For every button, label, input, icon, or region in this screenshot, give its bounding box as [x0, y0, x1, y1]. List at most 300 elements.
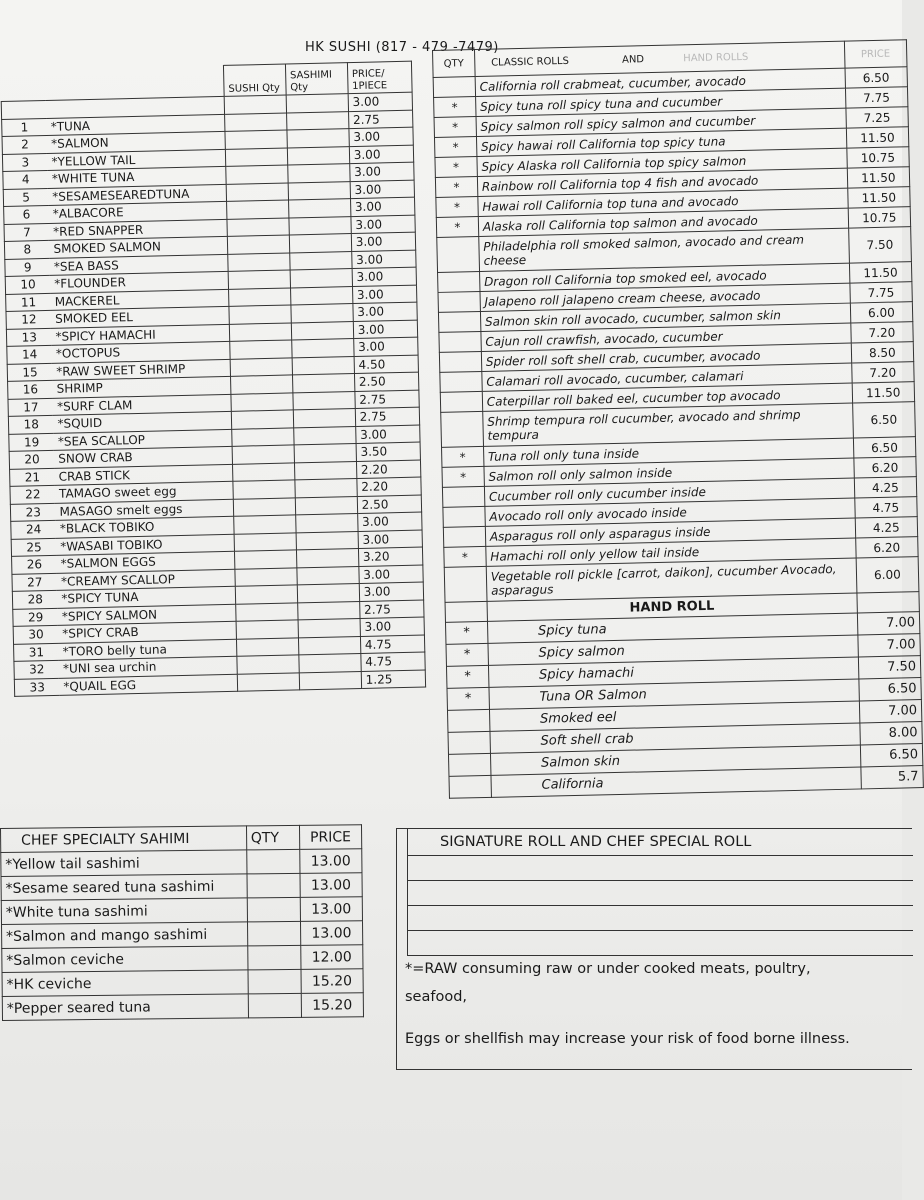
roll-description: Vegetable roll pickle [carrot, daikon], cucumber Avocado, asparagus: [486, 558, 857, 601]
sushi-qty-cell[interactable]: [225, 148, 287, 167]
sushi-item-price: 3.00: [352, 267, 417, 286]
roll-qty-cell[interactable]: [437, 236, 480, 272]
roll-price: 7.20: [851, 362, 914, 383]
roll-description: Spicy salmon roll spicy salmon and cucumber: [476, 108, 846, 136]
sushi-item-number: 20: [9, 450, 54, 469]
roll-description: Spicy hawai roll California top spicy tuna: [476, 128, 846, 156]
and-header: AND: [621, 53, 645, 66]
hand-roll-price: 6.50: [859, 678, 922, 701]
sushi-qty-cell[interactable]: [232, 445, 294, 464]
roll-description: Hamachi roll only yellow tail inside: [486, 538, 856, 566]
sushi-item-name: SMOKED SALMON: [49, 236, 227, 258]
sushi-qty-cell[interactable]: [231, 392, 293, 411]
sashimi-qty-cell[interactable]: [296, 548, 358, 567]
chef-specialty-name: *Yellow tail sashimi: [1, 850, 247, 877]
sushi-qty-cell[interactable]: [231, 375, 293, 394]
sushi-item-number: 10: [5, 275, 50, 294]
sushi-qty-cell[interactable]: [234, 515, 296, 534]
chef-qty-cell[interactable]: [248, 993, 301, 1018]
roll-qty-cell[interactable]: *: [435, 177, 477, 198]
sushi-item-price: 3.00: [349, 145, 414, 164]
sushi-item-number: 7: [4, 223, 49, 242]
sushi-item-price: 2.50: [354, 372, 419, 391]
chef-specialty-table: [0, 824, 364, 1021]
sushi-qty-cell[interactable]: [233, 497, 295, 516]
sushi-item-number: 6: [4, 205, 49, 224]
sushi-item-price: 3.00: [351, 215, 416, 234]
hand-roll-name: Smoked eel: [489, 701, 859, 731]
roll-qty-cell[interactable]: [439, 351, 481, 372]
header-price: 3.00: [348, 92, 413, 111]
sashimi-qty-cell[interactable]: [298, 636, 360, 655]
sushi-item-price: 3.00: [349, 127, 414, 146]
sashimi-qty-cell[interactable]: [292, 374, 354, 393]
sashimi-qty-cell[interactable]: [294, 461, 356, 480]
chef-specialty-row: [2, 993, 363, 1021]
sushi-qty-cell[interactable]: [228, 252, 290, 271]
sushi-item-price: 4.50: [354, 355, 419, 374]
sashimi-qty-cell[interactable]: [287, 129, 349, 148]
roll-description: Salmon roll only salmon inside: [484, 458, 854, 486]
sushi-item-name: *SEA BASS: [50, 254, 228, 276]
sushi-item-name: SHRIMP: [53, 376, 231, 398]
sashimi-qty-cell[interactable]: [299, 671, 361, 690]
roll-description: Dragon roll California top smoked eel, avocado: [479, 263, 849, 291]
roll-price: 6.20: [855, 537, 918, 558]
sushi-item-number: 11: [6, 293, 51, 312]
sushi-item-name: *SALMON EGGS: [56, 551, 234, 573]
sushi-qty-cell[interactable]: [227, 235, 289, 254]
chef-qty-cell[interactable]: [246, 849, 299, 874]
sashimi-qty-cell[interactable]: [287, 146, 349, 165]
sashimi-qty-cell[interactable]: [294, 444, 356, 463]
sashimi-qty-cell[interactable]: [290, 251, 352, 270]
sashimi-qty-cell[interactable]: [292, 356, 354, 375]
chef-qty-cell[interactable]: [247, 897, 300, 922]
sashimi-qty-header: SASHIMI Qty: [285, 63, 348, 95]
sushi-qty-cell[interactable]: [226, 165, 288, 184]
sashimi-qty-cell[interactable]: [298, 601, 360, 620]
roll-description: Asparagus roll only asparagus inside: [485, 518, 855, 546]
sushi-item-price: 3.00: [352, 285, 417, 304]
hand-roll-name: Tuna OR Salmon: [489, 679, 859, 709]
chef-specialty-name: *Sesame seared tuna sashimi: [1, 874, 247, 901]
roll-price: 6.50: [852, 402, 915, 438]
sushi-qty-cell[interactable]: [228, 270, 290, 289]
sushi-qty-cell[interactable]: [227, 200, 289, 219]
chef-qty-header: QTY: [246, 825, 299, 850]
sushi-item-name: *RED SNAPPER: [49, 219, 227, 241]
sashimi-qty-cell[interactable]: [295, 496, 357, 515]
rolls-price-table: [432, 39, 924, 799]
sushi-item-number: 15: [7, 363, 52, 382]
sushi-item-price: 3.50: [356, 442, 421, 461]
hand-roll-qty-cell[interactable]: *: [446, 665, 488, 688]
roll-price: 11.50: [852, 382, 915, 403]
sushi-item-number: 25: [11, 538, 56, 557]
roll-price: 11.50: [847, 167, 910, 188]
hand-roll-qty-cell[interactable]: *: [445, 621, 487, 644]
sushi-item-name: *SALMON: [47, 131, 225, 153]
roll-qty-cell[interactable]: [444, 566, 487, 602]
sushi-item-price: 2.75: [355, 390, 420, 409]
roll-price: 7.20: [851, 322, 914, 343]
chef-specialty-name: *Salmon ceviche: [2, 946, 248, 973]
hand-roll-price: 5.7: [861, 766, 924, 789]
hand-roll-price: 7.00: [859, 700, 922, 723]
sushi-item-name: *SEA SCALLOP: [54, 429, 232, 451]
hand-roll-qty-cell[interactable]: [449, 775, 491, 798]
sashimi-qty-cell[interactable]: [292, 339, 354, 358]
sushi-qty-cell[interactable]: [236, 620, 298, 639]
sushi-item-price: 3.00: [360, 617, 425, 636]
chef-specialty-name: *Pepper seared tuna: [2, 994, 248, 1021]
roll-price: 6.00: [856, 557, 919, 593]
hand-roll-price: 7.00: [857, 612, 920, 635]
sushi-item-name: *YELLOW TAIL: [47, 149, 225, 171]
hand-roll-price: 8.00: [860, 722, 923, 745]
chef-specialty-price: 13.00: [300, 897, 362, 922]
sushi-item-name: *UNI sea urchin: [59, 656, 237, 678]
sushi-item-name: *WHITE TUNA: [48, 166, 226, 188]
chef-specialty-name: *Salmon and mango sashimi: [2, 922, 248, 949]
sushi-qty-cell[interactable]: [226, 182, 288, 201]
sushi-item-price: 3.00: [355, 425, 420, 444]
hand-roll-price: 7.00: [858, 634, 921, 657]
sushi-item-number: 8: [4, 240, 49, 259]
sushi-item-price: 3.00: [358, 530, 423, 549]
rolls-price-header: PRICE: [844, 40, 907, 68]
sashimi-qty-cell[interactable]: [289, 234, 351, 253]
sushi-item-price: 3.00: [359, 565, 424, 584]
chef-specialty-price: 13.00: [300, 873, 362, 898]
sushi-item-number: 12: [6, 310, 51, 329]
roll-price: 4.25: [854, 477, 917, 498]
roll-description: Spicy Alaska roll California top spicy salmon: [477, 148, 847, 176]
sushi-item-name: *SPICY HAMACHI: [51, 324, 229, 346]
sushi-item-price: 4.75: [360, 635, 425, 654]
sushi-item-number: 23: [10, 503, 55, 522]
sushi-item-name: *SESAMESEAREDTUNA: [48, 184, 226, 206]
roll-description: Spider roll soft shell crab, cucumber, avocado: [481, 343, 851, 371]
sashimi-qty-cell[interactable]: [297, 583, 359, 602]
sashimi-qty-cell[interactable]: [297, 566, 359, 585]
sashimi-qty-cell[interactable]: [295, 479, 357, 498]
sashimi-qty-cell[interactable]: [288, 199, 350, 218]
price-header: PRICE/ 1PIECE: [347, 61, 412, 93]
sushi-item-name: *OCTOPUS: [52, 341, 230, 363]
sushi-qty-cell[interactable]: [229, 322, 291, 341]
sushi-qty-header: SUSHI Qty: [223, 64, 286, 96]
roll-qty-cell[interactable]: *: [442, 466, 484, 487]
sushi-item-price: 2.75: [355, 407, 420, 426]
roll-description: California roll crabmeat, cucumber, avocado: [475, 68, 845, 96]
sushi-qty-cell[interactable]: [229, 305, 291, 324]
sushi-item-name: *SPICY SALMON: [58, 604, 236, 626]
sushi-item-name: *TUNA: [47, 114, 225, 136]
hand-roll-qty-cell[interactable]: [448, 731, 490, 754]
roll-qty-cell[interactable]: *: [434, 137, 476, 158]
sushi-item-name: *SPICY CRAB: [58, 621, 236, 643]
roll-qty-cell[interactable]: [441, 411, 484, 447]
sashimi-qty-cell[interactable]: [298, 618, 360, 637]
sushi-qty-cell[interactable]: [225, 113, 287, 132]
qty-header: QTY: [433, 50, 475, 78]
roll-price: 10.75: [847, 147, 910, 168]
sushi-item-name: *SPICY TUNA: [57, 586, 235, 608]
roll-qty-cell[interactable]: *: [436, 216, 478, 237]
hand-roll-qty-cell[interactable]: *: [447, 687, 489, 710]
sushi-item-number: 9: [5, 258, 50, 277]
chef-qty-cell[interactable]: [247, 873, 300, 898]
sushi-item-number: 27: [12, 573, 57, 592]
roll-qty-cell[interactable]: [438, 271, 480, 292]
sushi-item-price: 3.00: [350, 197, 415, 216]
sushi-item-number: 28: [12, 590, 57, 609]
sushi-item-name: *TORO belly tuna: [58, 639, 236, 661]
roll-qty-cell[interactable]: [440, 391, 482, 412]
sashimi-qty-cell[interactable]: [293, 391, 355, 410]
roll-description: Cucumber roll only cucumber inside: [484, 478, 854, 506]
hand-roll-name: Spicy hamachi: [488, 657, 858, 687]
sushi-item-name: *QUAIL EGG: [59, 674, 237, 696]
roll-qty-cell[interactable]: [443, 506, 485, 527]
roll-description: Alaska roll California top salmon and avocado: [478, 208, 848, 236]
sashimi-qty-cell[interactable]: [293, 409, 355, 428]
chef-qty-cell[interactable]: [248, 969, 301, 994]
sushi-item-price: 3.00: [359, 582, 424, 601]
sushi-item-price: 3.00: [353, 337, 418, 356]
sushi-item-price: 4.75: [361, 652, 426, 671]
hand-roll-qty-cell[interactable]: [448, 753, 490, 776]
roll-description: Jalapeno roll jalapeno cream cheese, avocado: [480, 283, 850, 311]
sashimi-qty-cell[interactable]: [290, 269, 352, 288]
sushi-qty-cell[interactable]: [236, 602, 298, 621]
sushi-item-price: 3.00: [351, 250, 416, 269]
sushi-item-number: 32: [14, 660, 59, 679]
hand-rolls-header: HAND ROLLS: [683, 51, 749, 64]
sushi-item-number: 13: [6, 328, 51, 347]
roll-price: 7.25: [846, 107, 909, 128]
roll-description: Philadelphia roll smoked salmon, avocado and cream cheese: [479, 228, 850, 271]
chef-specialty-price: 13.00: [300, 921, 362, 946]
sushi-qty-cell[interactable]: [230, 357, 292, 376]
sushi-item-price: 3.00: [349, 162, 414, 181]
roll-price: 6.00: [850, 302, 913, 323]
chef-specialty-price: 15.20: [301, 969, 363, 994]
roll-description: Shrimp tempura roll cucumber, avocado and shrimp tempura: [483, 403, 854, 446]
sushi-item-price: 1.25: [361, 670, 426, 689]
sushi-qty-cell[interactable]: [234, 532, 296, 551]
sushi-item-price: 3.00: [350, 180, 415, 199]
sushi-item-number: 29: [13, 608, 58, 627]
menu-title: HK SUSHI (817 - 479 -7479): [305, 40, 499, 55]
hand-roll-qty-cell[interactable]: *: [446, 643, 488, 666]
sushi-item-price: 2.50: [357, 495, 422, 514]
roll-description: Avocado roll only avocado inside: [485, 498, 855, 526]
sushi-item-name: TAMAGO sweet egg: [55, 481, 233, 503]
sushi-item-price: 3.00: [351, 232, 416, 251]
classic-rolls-header: CLASSIC ROLLS: [491, 55, 569, 69]
sushi-item-price: 3.00: [357, 512, 422, 531]
raw-warning-line3: Eggs or shellfish may increase your risk of food borne illness.: [405, 1031, 850, 1047]
roll-qty-cell[interactable]: [439, 331, 481, 352]
roll-description: Cajun roll crawfish, avocado, cucumber: [481, 323, 851, 351]
sushi-qty-cell[interactable]: [225, 130, 287, 149]
sushi-item-price: 2.75: [359, 600, 424, 619]
sashimi-qty-cell[interactable]: [286, 111, 348, 130]
sashimi-qty-cell[interactable]: [288, 164, 350, 183]
roll-price: 6.20: [854, 457, 917, 478]
sushi-item-price: 3.20: [358, 547, 423, 566]
sashimi-qty-cell[interactable]: [291, 321, 353, 340]
chef-specialty-price: 15.20: [301, 993, 363, 1018]
sushi-item-name: CRAB STICK: [54, 464, 232, 486]
raw-warning-line1: *=RAW consuming raw or under cooked meats, poultry,: [405, 961, 811, 977]
sashimi-qty-cell[interactable]: [289, 216, 351, 235]
sushi-qty-cell[interactable]: [234, 550, 296, 569]
roll-price: 7.75: [850, 282, 913, 303]
sushi-qty-cell[interactable]: [232, 462, 294, 481]
sushi-item-number: 14: [7, 345, 52, 364]
sashimi-qty-cell[interactable]: [296, 514, 358, 533]
hand-roll-name: California: [491, 767, 861, 797]
roll-qty-cell[interactable]: *: [442, 446, 484, 467]
sashimi-qty-cell[interactable]: [288, 181, 350, 200]
roll-price: 6.50: [845, 67, 908, 88]
signature-title: SIGNATURE ROLL AND CHEF SPECIAL ROLL: [408, 829, 913, 856]
sushi-item-name: *BLACK TOBIKO: [56, 516, 234, 538]
sushi-qty-cell[interactable]: [227, 217, 289, 236]
roll-qty-cell[interactable]: *: [444, 546, 486, 567]
chef-specialty-name: *HK ceviche: [2, 970, 248, 997]
hand-roll-price: 6.50: [860, 744, 923, 767]
sushi-item-number: 5: [3, 188, 48, 207]
sushi-item-number: 3: [2, 153, 47, 172]
sushi-item-price: 3.00: [353, 302, 418, 321]
roll-price: 7.50: [848, 227, 911, 263]
roll-description: Calamari roll avocado, cucumber, calamari: [482, 363, 852, 391]
roll-qty-cell[interactable]: *: [436, 197, 478, 218]
roll-qty-cell[interactable]: *: [434, 97, 476, 118]
sushi-item-number: 24: [11, 520, 56, 539]
sashimi-qty-cell[interactable]: [296, 531, 358, 550]
sushi-qty-cell[interactable]: [237, 672, 299, 691]
sashimi-qty-cell[interactable]: [291, 304, 353, 323]
roll-price: 7.75: [845, 87, 908, 108]
sushi-item-name: *FLOUNDER: [50, 271, 228, 293]
sushi-item-number: 18: [8, 415, 53, 434]
sushi-item-price: 2.75: [348, 110, 413, 129]
sushi-qty-cell[interactable]: [237, 655, 299, 674]
roll-description: Salmon skin roll avocado, cucumber, salmon skin: [480, 303, 850, 331]
sushi-item-number: 26: [12, 555, 57, 574]
roll-price: 4.75: [854, 497, 917, 518]
signature-roll-box: [396, 828, 912, 1070]
roll-price: 10.75: [848, 207, 911, 228]
roll-description: Rainbow roll California top 4 fish and avocado: [477, 168, 847, 196]
roll-qty-cell[interactable]: *: [434, 117, 476, 138]
sushi-item-number: 2: [2, 135, 47, 154]
sushi-item-name: MACKEREL: [51, 289, 229, 311]
sushi-item-number: 33: [14, 678, 59, 697]
sushi-qty-cell[interactable]: [230, 340, 292, 359]
roll-qty-cell[interactable]: [433, 77, 475, 98]
sushi-qty-cell[interactable]: [233, 480, 295, 499]
roll-description: Caterpillar roll baked eel, cucumber top avocado: [482, 383, 852, 411]
hand-roll-name: Salmon skin: [490, 745, 860, 775]
roll-qty-cell[interactable]: [443, 526, 485, 547]
sushi-item-number: 4: [3, 170, 48, 189]
roll-qty-cell[interactable]: [438, 311, 480, 332]
chef-specialty-price: 13.00: [299, 849, 361, 874]
roll-price: 11.50: [847, 187, 910, 208]
sushi-item-name: SNOW CRAB: [54, 446, 232, 468]
roll-description: Hawai roll California top tuna and avocado: [478, 188, 848, 216]
roll-qty-cell[interactable]: [440, 371, 482, 392]
chef-qty-cell[interactable]: [247, 921, 300, 946]
roll-qty-cell[interactable]: [442, 486, 484, 507]
sushi-item-number: 31: [14, 643, 59, 662]
sushi-item-price: 2.20: [356, 460, 421, 479]
sushi-item-name: *SURF CLAM: [53, 394, 231, 416]
chef-specialty-header: CHEF SPECIALTY SAHIMI: [1, 826, 247, 853]
sashimi-qty-cell[interactable]: [294, 426, 356, 445]
roll-description: Spicy tuna roll spicy tuna and cucumber: [475, 88, 845, 116]
sushi-qty-cell[interactable]: [235, 585, 297, 604]
roll-qty-cell[interactable]: *: [435, 157, 477, 178]
sushi-item-number: 16: [8, 380, 53, 399]
sushi-item-price: 3.00: [353, 320, 418, 339]
sushi-item-name: *SQUID: [53, 411, 231, 433]
sushi-item-number: 17: [8, 398, 53, 417]
hand-roll-price: 7.50: [858, 656, 921, 679]
sushi-item-number: 1: [2, 118, 47, 137]
sushi-qty-cell[interactable]: [229, 287, 291, 306]
hand-roll-heading: HAND ROLL: [487, 593, 857, 621]
chef-price-header: PRICE: [299, 825, 361, 850]
roll-description: Tuna roll only tuna inside: [483, 438, 853, 466]
sushi-item-price: 2.20: [357, 477, 422, 496]
sushi-item-name: *CREAMY SCALLOP: [57, 569, 235, 591]
sashimi-qty-cell[interactable]: [290, 286, 352, 305]
hand-roll-name: Soft shell crab: [490, 723, 860, 753]
hand-roll-qty-cell[interactable]: [447, 709, 489, 732]
raw-warning-line2: seafood,: [405, 989, 468, 1005]
roll-price: 8.50: [851, 342, 914, 363]
sushi-qty-cell[interactable]: [231, 410, 293, 429]
hand-roll-name: Spicy salmon: [488, 635, 858, 665]
roll-price: 6.50: [853, 437, 916, 458]
sushi-item-name: MASAGO smelt eggs: [55, 499, 233, 521]
roll-price: 11.50: [846, 127, 909, 148]
sushi-item-name: *ALBACORE: [49, 201, 227, 223]
sushi-item-number: 19: [9, 433, 54, 452]
sashimi-qty-cell[interactable]: [299, 653, 361, 672]
chef-qty-cell[interactable]: [247, 945, 300, 970]
sushi-price-table: [0, 61, 426, 697]
roll-qty-cell[interactable]: [438, 291, 480, 312]
sushi-item-number: 30: [13, 625, 58, 644]
sushi-qty-cell[interactable]: [235, 567, 297, 586]
chef-specialty-price: 12.00: [300, 945, 362, 970]
sushi-item-number: 22: [10, 485, 55, 504]
sushi-qty-cell[interactable]: [236, 637, 298, 656]
sushi-qty-cell[interactable]: [232, 427, 294, 446]
sushi-item-number: 21: [10, 468, 55, 487]
hand-roll-name: Spicy tuna: [487, 613, 857, 643]
sushi-item-name: SMOKED EEL: [51, 306, 229, 328]
